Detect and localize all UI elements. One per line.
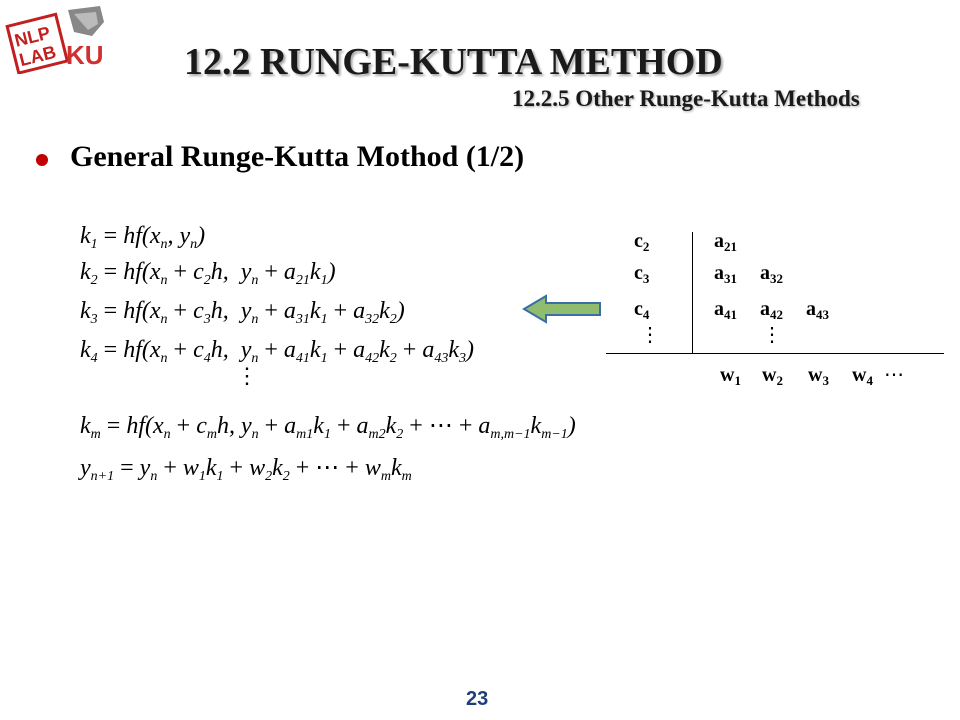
equation-yn1: $y_{n+1} = y_n + w_1k_1 + w_2k_2$ + ⋯ + $w_mk_m$ xyxy=(80,455,412,484)
equation-k4: $k_4 = hf(x_n + c_4h$, $y_n + a_{41}k_1 + a_{42}k_2 + a_{43}k_3$) xyxy=(80,337,474,366)
equation-k1: $k_1 = hf(x_n$, $y_n$) xyxy=(80,223,206,252)
tableau-a32: $a_{32}$ xyxy=(760,262,783,286)
tableau-a31: $a_{31}$ xyxy=(714,262,737,286)
equation-vdots: ⋮ xyxy=(236,363,258,388)
tableau-w4: $w_4$ xyxy=(852,364,873,388)
equation-k2: $k_2 = hf(x_n + c_2h$, $y_n + a_{21}k_1$) xyxy=(80,259,336,288)
left-arrow-icon xyxy=(522,294,602,324)
tableau-c3: $c_3$ xyxy=(634,262,650,286)
svg-text:KU: KU xyxy=(66,40,104,70)
tableau-a42: $a_{42}$ xyxy=(760,298,783,322)
bullet-heading: General Runge-Kutta Mothod (1/2) xyxy=(70,140,525,173)
tableau-w3: $w_3$ xyxy=(808,364,829,388)
tableau-vdots-right: ⋮ xyxy=(762,324,782,346)
tableau-hdots: ⋯ xyxy=(884,364,904,386)
tableau-a41: $a_{41}$ xyxy=(714,298,737,322)
tableau-c4: $c_4$ xyxy=(634,298,650,322)
page-subtitle: 12.2.5 Other Runge-Kutta Methods xyxy=(512,86,860,111)
tableau-vdots-left: ⋮ xyxy=(640,324,660,346)
bullet-dot xyxy=(36,154,48,166)
svg-text:LAB: LAB xyxy=(17,41,59,71)
equation-km: $k_m = hf(x_n + c_mh$, $y_n + a_{m1}k_1 + a_{m2}k_2$ + ⋯ + $a_{m,m-1}k_{m-1}$) xyxy=(80,413,576,442)
page-title: 12.2 RUNGE-KUTTA METHOD xyxy=(184,41,723,83)
equation-k3: $k_3 = hf(x_n + c_3h$, $y_n + a_{31}k_1 + a_{32}k_2$) xyxy=(80,298,405,327)
tableau-horizontal-line xyxy=(606,353,944,354)
svg-text:NLP: NLP xyxy=(12,22,53,51)
tableau-vertical-line xyxy=(692,232,693,354)
nlp-lab-ku-logo xyxy=(4,2,108,74)
page-number: 23 xyxy=(466,688,489,710)
tableau-w1: $w_1$ xyxy=(720,364,741,388)
tableau-w2: $w_2$ xyxy=(762,364,783,388)
tableau-a21: $a_{21}$ xyxy=(714,230,737,254)
tableau-a43: $a_{43}$ xyxy=(806,298,829,322)
tableau-c2: $c_2$ xyxy=(634,230,650,254)
